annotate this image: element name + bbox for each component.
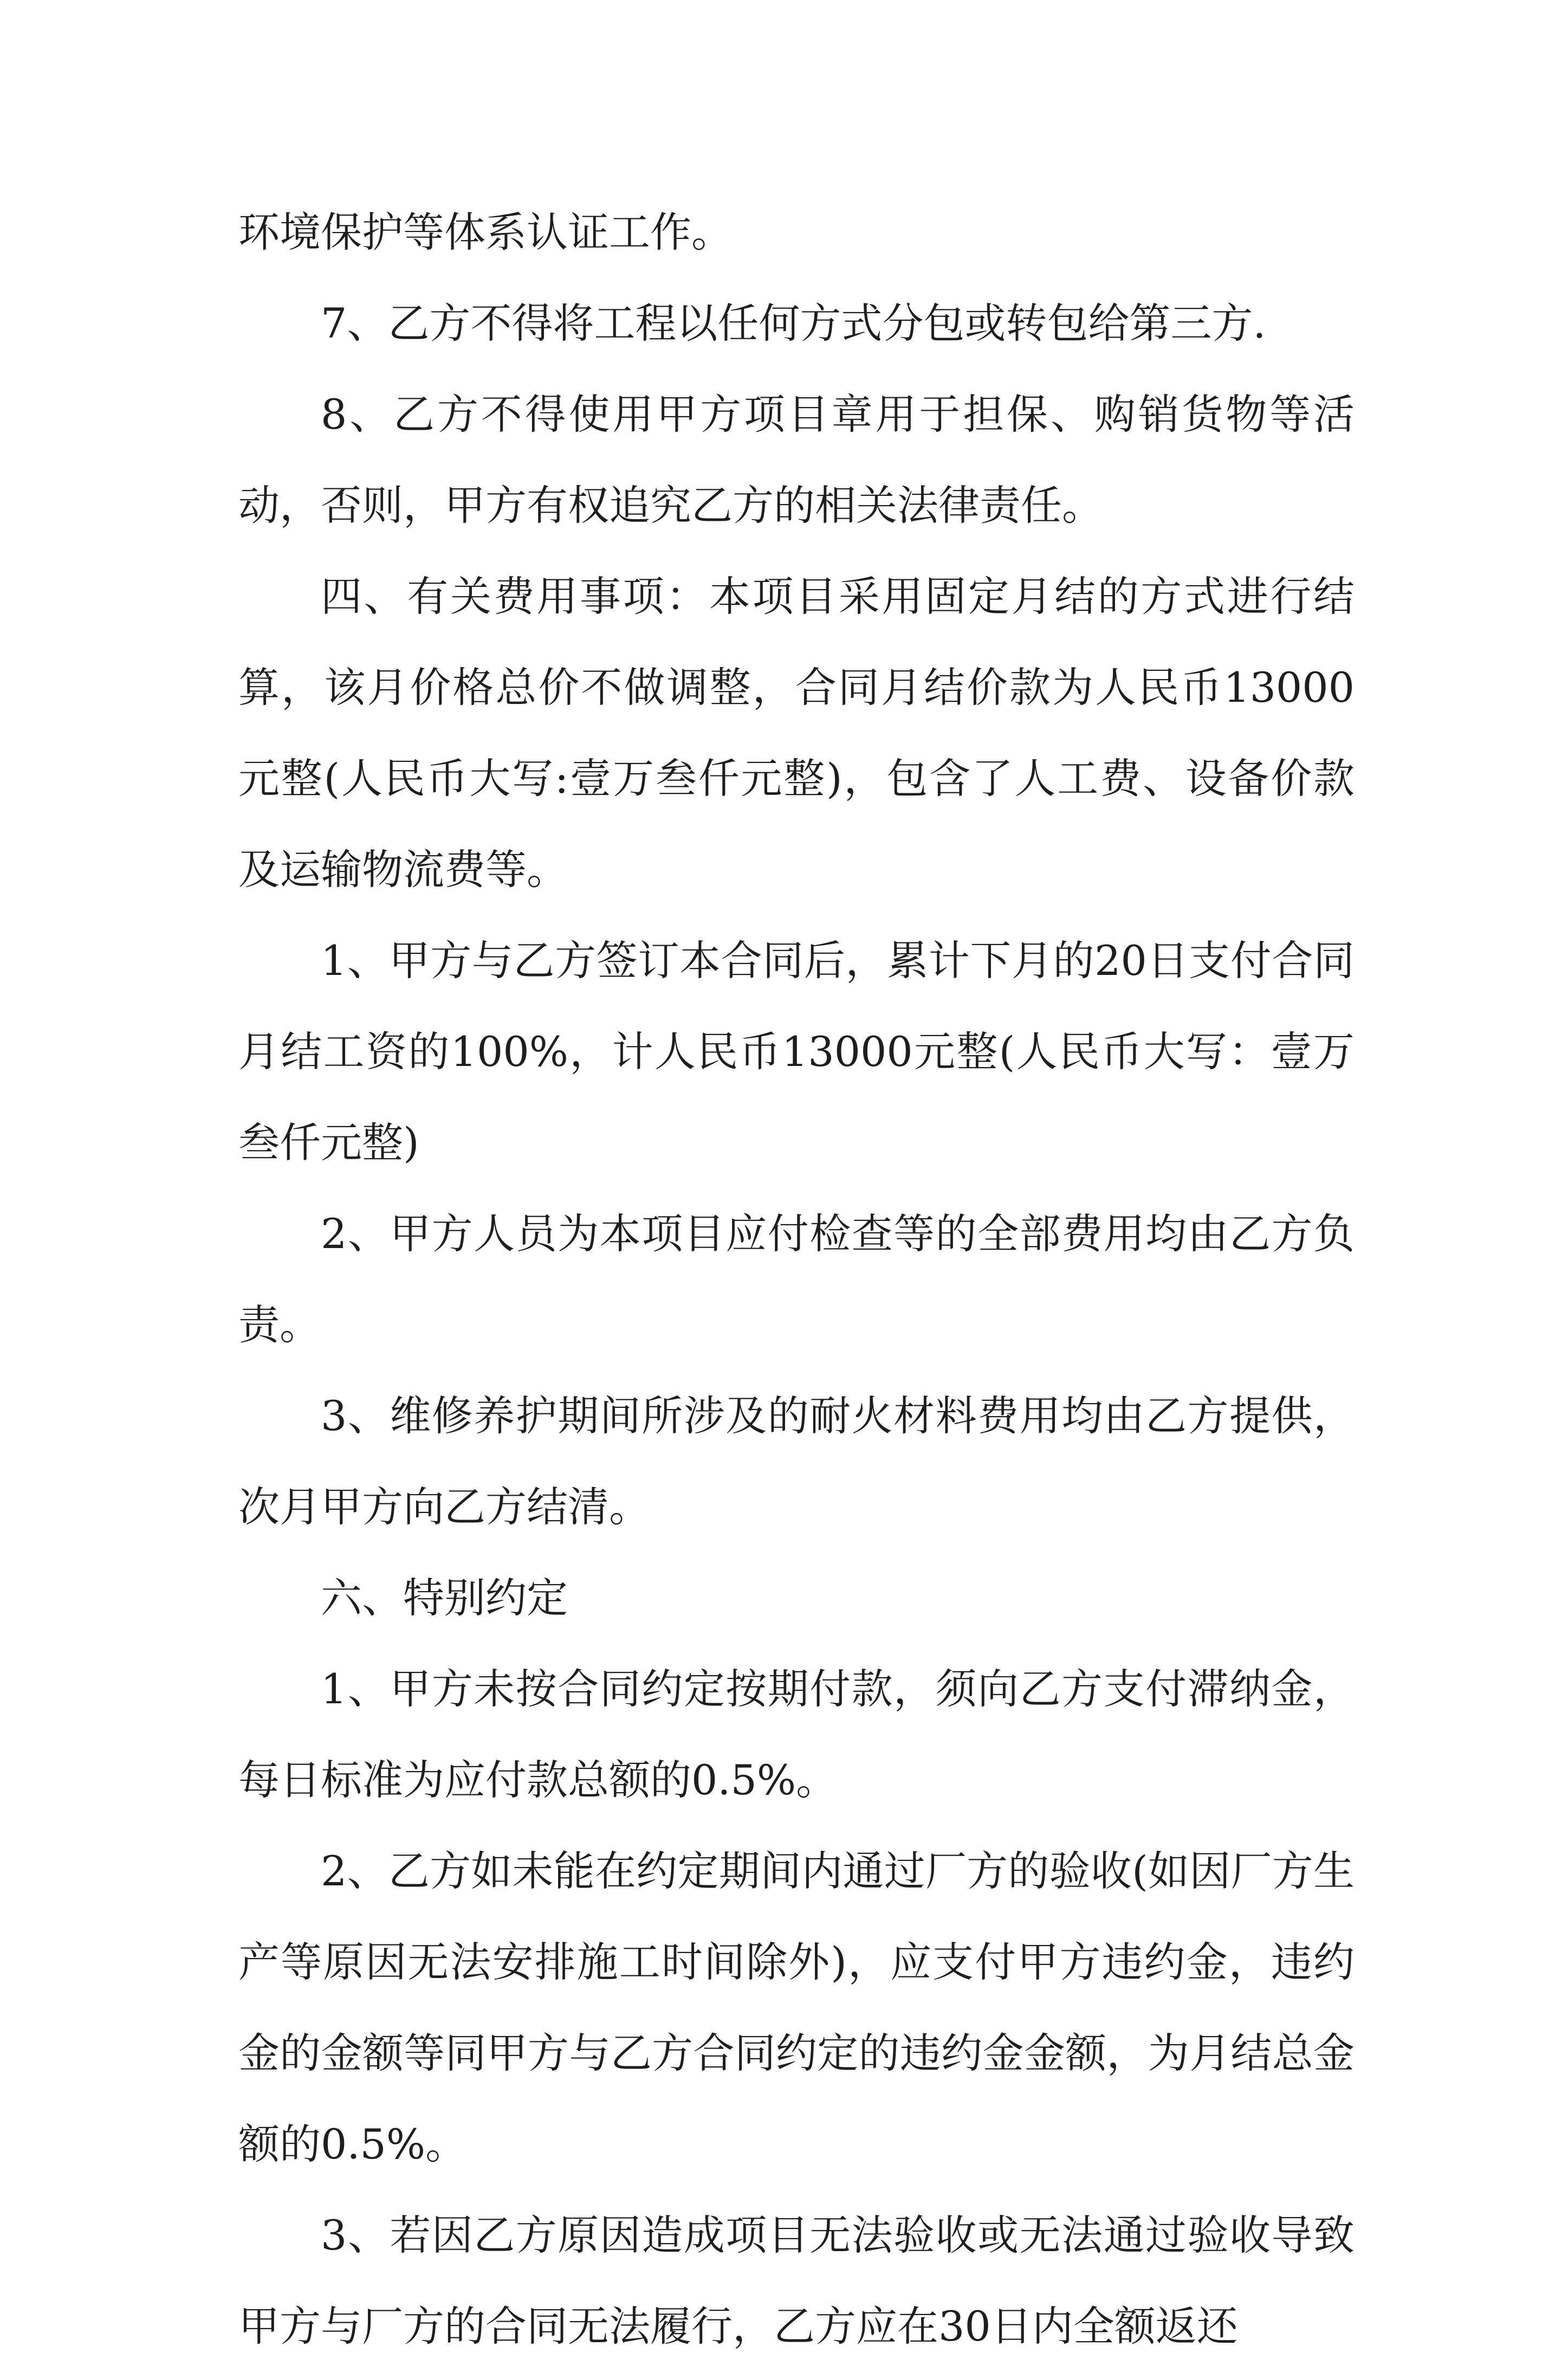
paragraph-special-item-3: 3、若因乙方原因造成项目无法验收或无法通过验收导致甲方与厂方的合同无法履行，乙方应在30日内全额返还 <box>238 2211 1355 2350</box>
section-heading-special-agreement: 六、特别约定 <box>321 1574 568 1622</box>
paragraph-fees-item-2: 2、甲方人员为本项目应付检查等的全部费用均由乙方负责。 <box>238 1210 1355 1349</box>
paragraph-clause-8: 8、乙方不得使用甲方项目章用于担保、购销货物等活动，否则，甲方有权追究乙方的相关法律责任。 <box>238 390 1355 529</box>
paragraph-certification-continued: 环境保护等体系认证工作。 <box>238 208 733 256</box>
paragraph-section-4-fees: 四、有关费用事项：本项目采用固定月结的方式进行结算，该月价格总价不做调整，合同月结价款为人民币13000元整(人民币大写:壹万叁仟元整)，包含了人工费、设备价款及运输物流费等。 <box>238 572 1355 894</box>
paragraph-special-item-2: 2、乙方如未能在约定期间内通过厂方的验收(如因厂方生产等原因无法安排施工时间除外)，应支付甲方违约金，违约金的金额等同甲方与乙方合同约定的违约金金额，为月结总金额的0.5%。 <box>238 1847 1355 2168</box>
paragraph-fees-item-1: 1、甲方与乙方签订本合同后，累计下月的20日支付合同月结工资的100%，计人民币13000元整(人民币大写：壹万叁仟元整) <box>238 936 1355 1167</box>
document-body <box>238 187 1355 2372</box>
paragraph-fees-item-3: 3、维修养护期间所涉及的耐火材料费用均由乙方提供，次月甲方向乙方结清。 <box>238 1392 1355 1531</box>
paragraph-special-item-1: 1、甲方未按合同约定按期付款，须向乙方支付滞纳金，每日标准为应付款总额的0.5%。 <box>238 1665 1355 1804</box>
paragraph-clause-7: 7、乙方不得将工程以任何方式分包或转包给第三方. <box>321 299 1266 347</box>
